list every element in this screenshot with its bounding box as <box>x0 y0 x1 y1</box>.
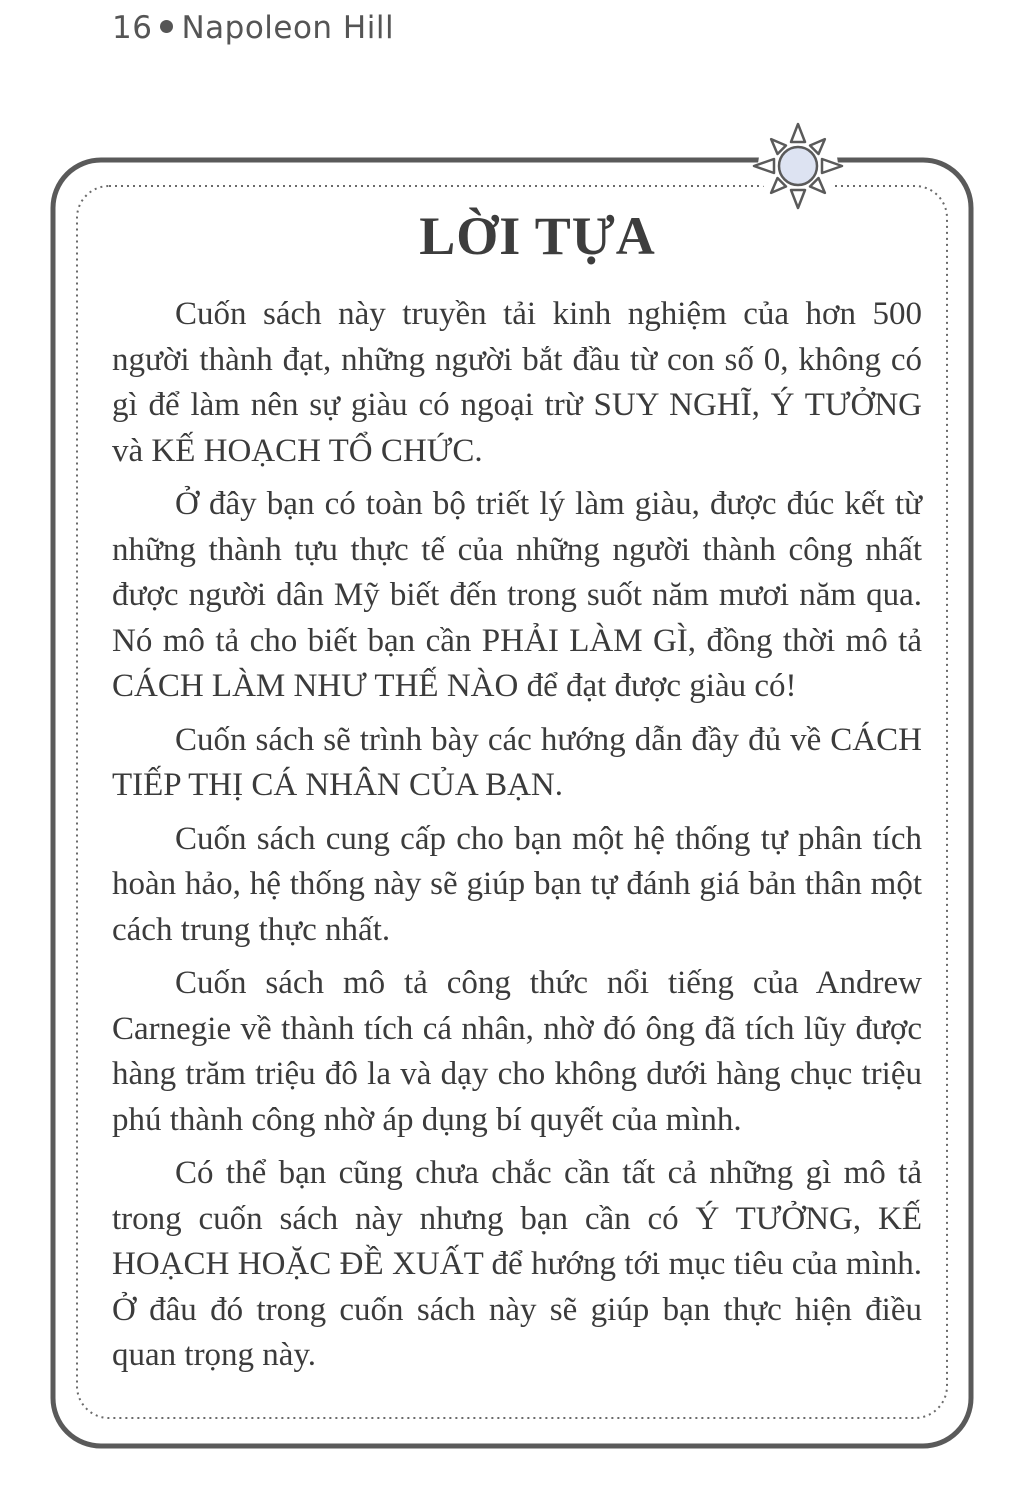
paragraph: Có thể bạn cũng chưa chắc cần tất cả những gì mô tả trong cuốn sách này nhưng bạn cần có Ý TƯỞNG, KẾ HOẠCH HOẶC ĐỀ XUẤT để hướng tới mục tiêu của mình. Ở đâu đó trong cuốn sách này sẽ giúp bạn thực hiện điều quan trọng này. <box>112 1155 922 1373</box>
page-title: LỜI TỰA <box>419 206 656 266</box>
page-number: 16 <box>112 10 153 46</box>
author-name: Napoleon Hill <box>181 10 395 46</box>
paragraph: Ở đây bạn có toàn bộ triết lý làm giàu, được đúc kết từ những thành tựu thực tế của những người thành công nhất được người dân Mỹ biết đến trong suốt năm mươi năm qua. Nó mô tả cho biết bạn cần PHẢI LÀM GÌ, đồng thời mô tả CÁCH LÀM NHƯ THẾ NÀO để đạt được giàu có! <box>112 486 922 704</box>
paragraph: Cuốn sách cung cấp cho bạn một hệ thống tự phân tích hoàn hảo, hệ thống này sẽ giúp bạn tự đánh giá bản thân một cách trung thực nhất. <box>112 820 922 948</box>
paragraph: Cuốn sách sẽ trình bày các hướng dẫn đầy đủ về CÁCH TIẾP THỊ CÁ NHÂN CỦA BẠN. <box>112 721 922 803</box>
sun-disc <box>779 147 817 185</box>
paragraph: Cuốn sách mô tả công thức nổi tiếng của Andrew Carnegie về thành tích cá nhân, nhờ đó ông đã tích lũy được hàng trăm triệu đô la và dạy cho không dưới hàng chục triệu phú thành công nhờ áp dụng bí quyết của mình. <box>112 965 922 1138</box>
paragraph: Cuốn sách này truyền tải kinh nghiệm của hơn 500 người thành đạt, những người bắt đầu từ con số 0, không có gì để làm nên sự giàu có ngoại trừ SUY NGHĨ, Ý TƯỞNG và KẾ HOẠCH TỔ CHỨC. <box>112 296 922 469</box>
body-text <box>112 292 922 1387</box>
sun-icon <box>744 112 851 219</box>
